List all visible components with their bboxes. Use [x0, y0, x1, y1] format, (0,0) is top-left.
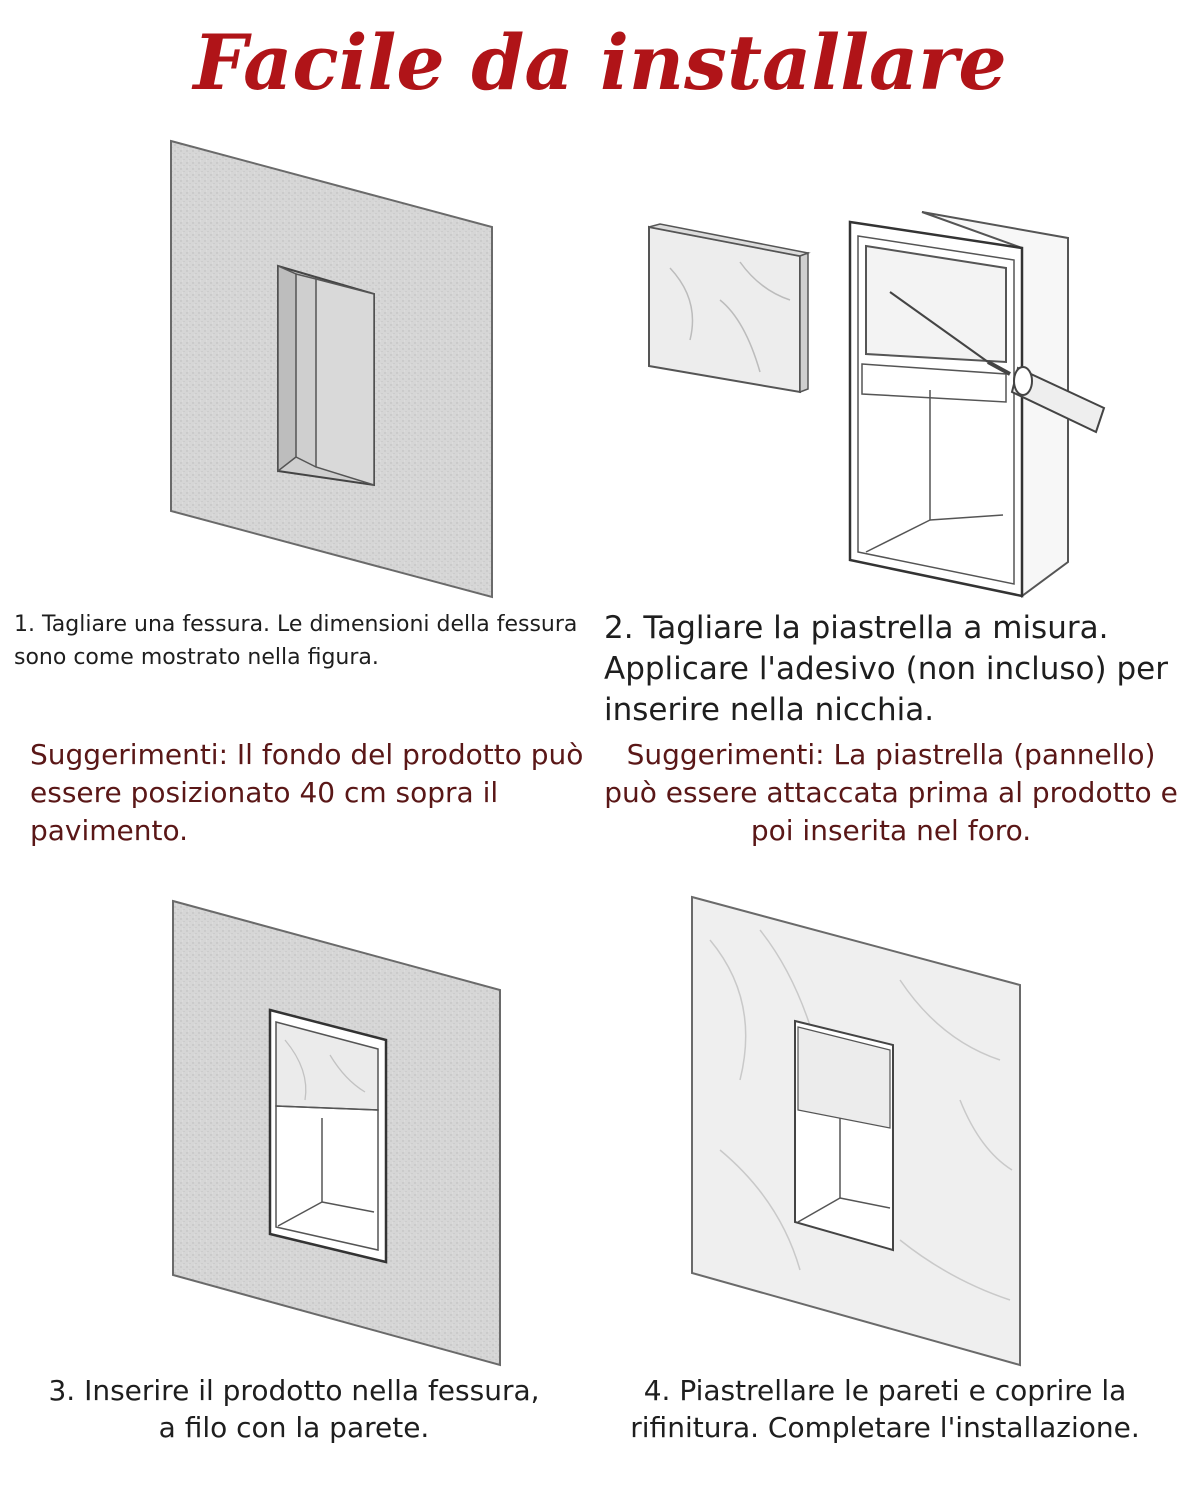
step3-caption: 3. Inserire il prodotto nella fessura, a filo con la parete. [48, 1374, 540, 1444]
step2-tip: Suggerimenti: La piastrella (pannello) può essere attaccata prima al prodotto e poi inserita nel foro. [604, 738, 1178, 847]
step1-tip: Suggerimenti: Il fondo del prodotto può essere posizionato 40 cm sopra il pavimento. [30, 738, 584, 847]
step3-figure [173, 901, 500, 1365]
step4-caption: 4. Piastrellare le pareti e coprire la rifinitura. Completare l'installazione. [630, 1374, 1140, 1444]
step2-caption: 2. Tagliare la piastrella a misura. Applicare l'adesivo (non incluso) per inserire nella nicchia. [604, 610, 1168, 728]
page-title: Facile da installare [193, 18, 1007, 107]
step1-caption: 1. Tagliare una fessura. Le dimensioni della fessura sono come mostrato nella figura. [14, 612, 578, 670]
step1-figure [171, 141, 492, 597]
step2-figure [649, 212, 1104, 596]
step4-figure [692, 897, 1020, 1365]
